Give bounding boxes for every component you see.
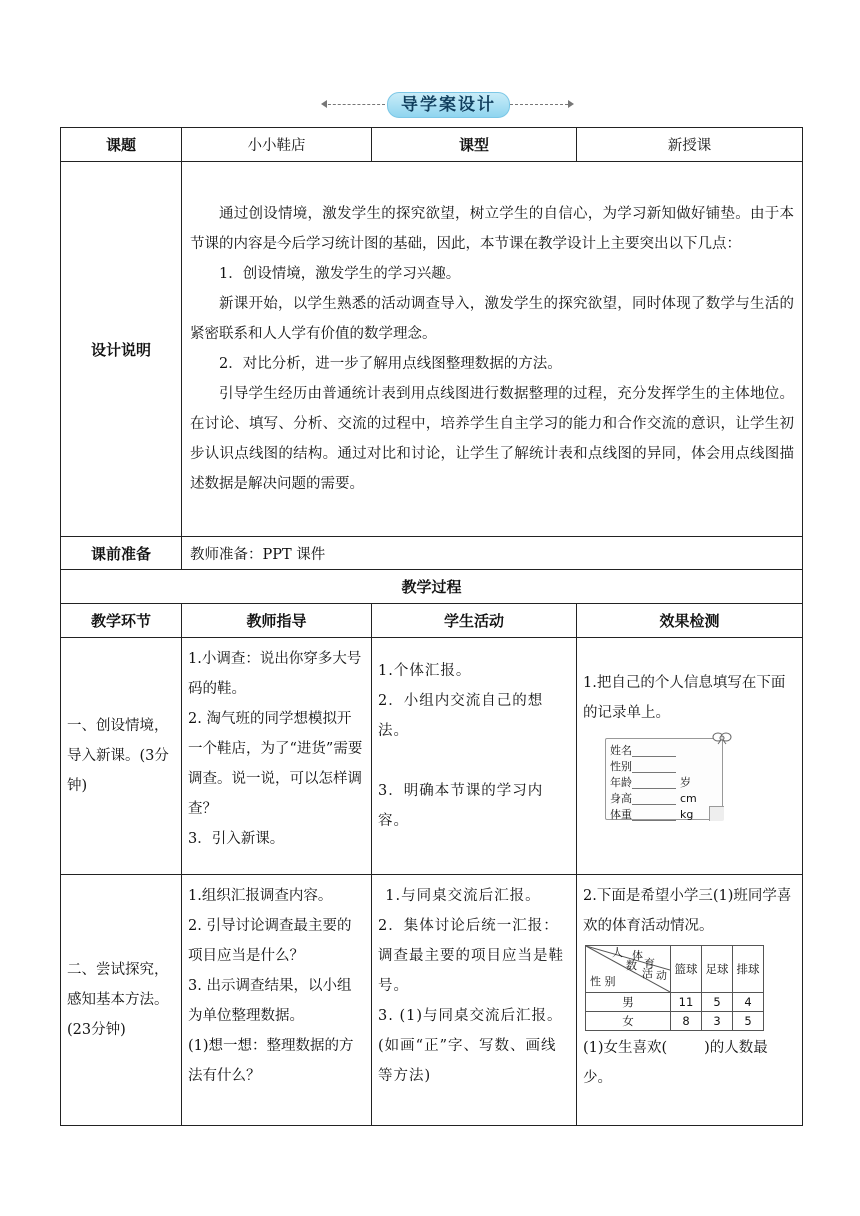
form-row: 姓名 <box>610 743 718 759</box>
sports-header: 足球 <box>702 946 733 993</box>
teacher-step: 2. 引导讨论调查最主要的项目应当是什么？ <box>188 918 352 964</box>
design-paragraph: 2．对比分析，进一步了解用点线图整理数据的方法。 <box>219 356 562 372</box>
teacher-step: 3．引入新课。 <box>188 831 285 847</box>
form-row: 身高 cm <box>610 792 697 805</box>
teacher-step: (1)想一想：整理数据的方法有什么？ <box>188 1038 354 1084</box>
process-header-row <box>61 604 803 638</box>
sports-gender: 女 <box>586 1012 671 1031</box>
page-curl <box>709 806 724 821</box>
prep-label: 课前准备 <box>61 537 182 570</box>
topic-value: 小小鞋店 <box>182 128 372 162</box>
sports-value: 3 <box>702 1012 733 1031</box>
design-label: 设计说明 <box>61 162 182 537</box>
sports-value: 4 <box>733 993 764 1012</box>
design-row <box>61 162 803 537</box>
sports-value: 5 <box>702 993 733 1012</box>
stage2-student <box>372 875 577 1126</box>
form-row: 年龄 岁 <box>610 776 691 789</box>
sports-value: 5 <box>733 1012 764 1031</box>
sports-header: 篮球 <box>671 946 702 993</box>
lesson-plan-table <box>60 127 803 1126</box>
sports-table <box>585 945 764 1031</box>
student-step: 3. (1)与同桌交流后汇报。(如画“正”字、写数、画线等方法) <box>378 1008 563 1084</box>
student-step: 1.个体汇报。 <box>378 663 472 679</box>
student-step: 3．明确本节课的学习内容。 <box>378 783 544 829</box>
student-step: 2．小组内交流自己的想法。 <box>378 693 544 739</box>
sports-gender: 男 <box>586 993 671 1012</box>
form-row: 性别 <box>610 759 718 775</box>
stage2-teacher <box>182 875 372 1126</box>
prep-row <box>61 537 803 570</box>
stage1-check <box>577 638 803 875</box>
sports-header: 排球 <box>733 946 764 993</box>
sports-row <box>586 1012 764 1031</box>
sports-corner-cell: 人 体 数 育 活 动 性 别 <box>586 946 671 993</box>
record-form <box>605 738 723 820</box>
form-row: 体重 kg <box>610 808 694 821</box>
topic-row <box>61 128 803 162</box>
bow-icon <box>712 731 732 745</box>
design-paragraph: 1．创设情境，激发学生的学习兴趣。 <box>219 266 461 282</box>
design-paragraph: 引导学生经历由普通统计表到用点线图进行数据整理的过程，充分发挥学生的主体地位。在讨论、填写、分析、交流的过程中，培养学生自主学习的能力和合作交流的意识，让学生初步认识点线图的结构。通过对比和讨论，让学生了解统计表和点线图的异同，体会用点线图描述数据是解决问题的需要。 <box>190 386 794 492</box>
stage1-row <box>61 638 803 875</box>
stage1-student <box>372 638 577 875</box>
topic-label: 课题 <box>61 128 182 162</box>
design-paragraph: 通过创设情境，激发学生的探究欲望，树立学生的自信心，为学习新知做好铺垫。由于本节课的内容是今后学习统计图的基础，因此，本节课在教学设计上主要突出以下几点： <box>190 206 794 252</box>
stage1-name: 一、创设情境，导入新课。(3分钟) <box>61 638 182 875</box>
check-text: 2.下面是希望小学三(1)班同学喜欢的体育活动情况。 <box>583 888 792 934</box>
column-header: 教师指导 <box>182 604 372 638</box>
student-step: 2．集体讨论后统一汇报：调查最主要的项目应当是鞋号。 <box>378 918 564 994</box>
type-value: 新授课 <box>577 128 803 162</box>
column-header: 效果检测 <box>577 604 803 638</box>
column-header: 教学环节 <box>61 604 182 638</box>
divider-right <box>510 104 568 105</box>
stage2-row <box>61 875 803 1126</box>
process-title-row <box>61 570 803 604</box>
teacher-step: 1.组织汇报调查内容。 <box>188 888 333 904</box>
teacher-step: 1.小调查：说出你穿多大号码的鞋。 <box>188 651 362 697</box>
stage2-check <box>577 875 803 1126</box>
sports-row <box>586 993 764 1012</box>
prep-value: 教师准备：PPT 课件 <box>182 537 803 570</box>
design-paragraph: 新课开始，以学生熟悉的活动调查导入，激发学生的探究欲望，同时体现了数学与生活的紧密联系和人人学有价值的数学理念。 <box>190 296 794 342</box>
check-text: 1.把自己的个人信息填写在下面的记录单上。 <box>583 675 786 721</box>
sports-value: 11 <box>671 993 702 1012</box>
teacher-step: 2. 淘气班的同学想模拟开一个鞋店，为了“进货”需要调查。说一说，可以怎样调查？ <box>188 711 363 817</box>
stage2-name: 二、尝试探究，感知基本方法。(23分钟) <box>61 875 182 1126</box>
title-banner <box>323 92 573 118</box>
stage1-teacher <box>182 638 372 875</box>
question-text: (1)女生喜欢( )的人数最少。 <box>583 1040 768 1086</box>
page-title: 导学案设计 <box>387 92 510 118</box>
process-title: 教学过程 <box>61 570 803 604</box>
design-text <box>182 162 803 537</box>
teacher-step: 3. 出示调查结果，以小组为单位整理数据。 <box>188 978 352 1024</box>
divider-left <box>323 104 385 105</box>
sports-value: 8 <box>671 1012 702 1031</box>
type-label: 课型 <box>372 128 577 162</box>
student-step: 1.与同桌交流后汇报。 <box>385 888 541 904</box>
arrow-right-icon <box>568 100 574 108</box>
column-header: 学生活动 <box>372 604 577 638</box>
